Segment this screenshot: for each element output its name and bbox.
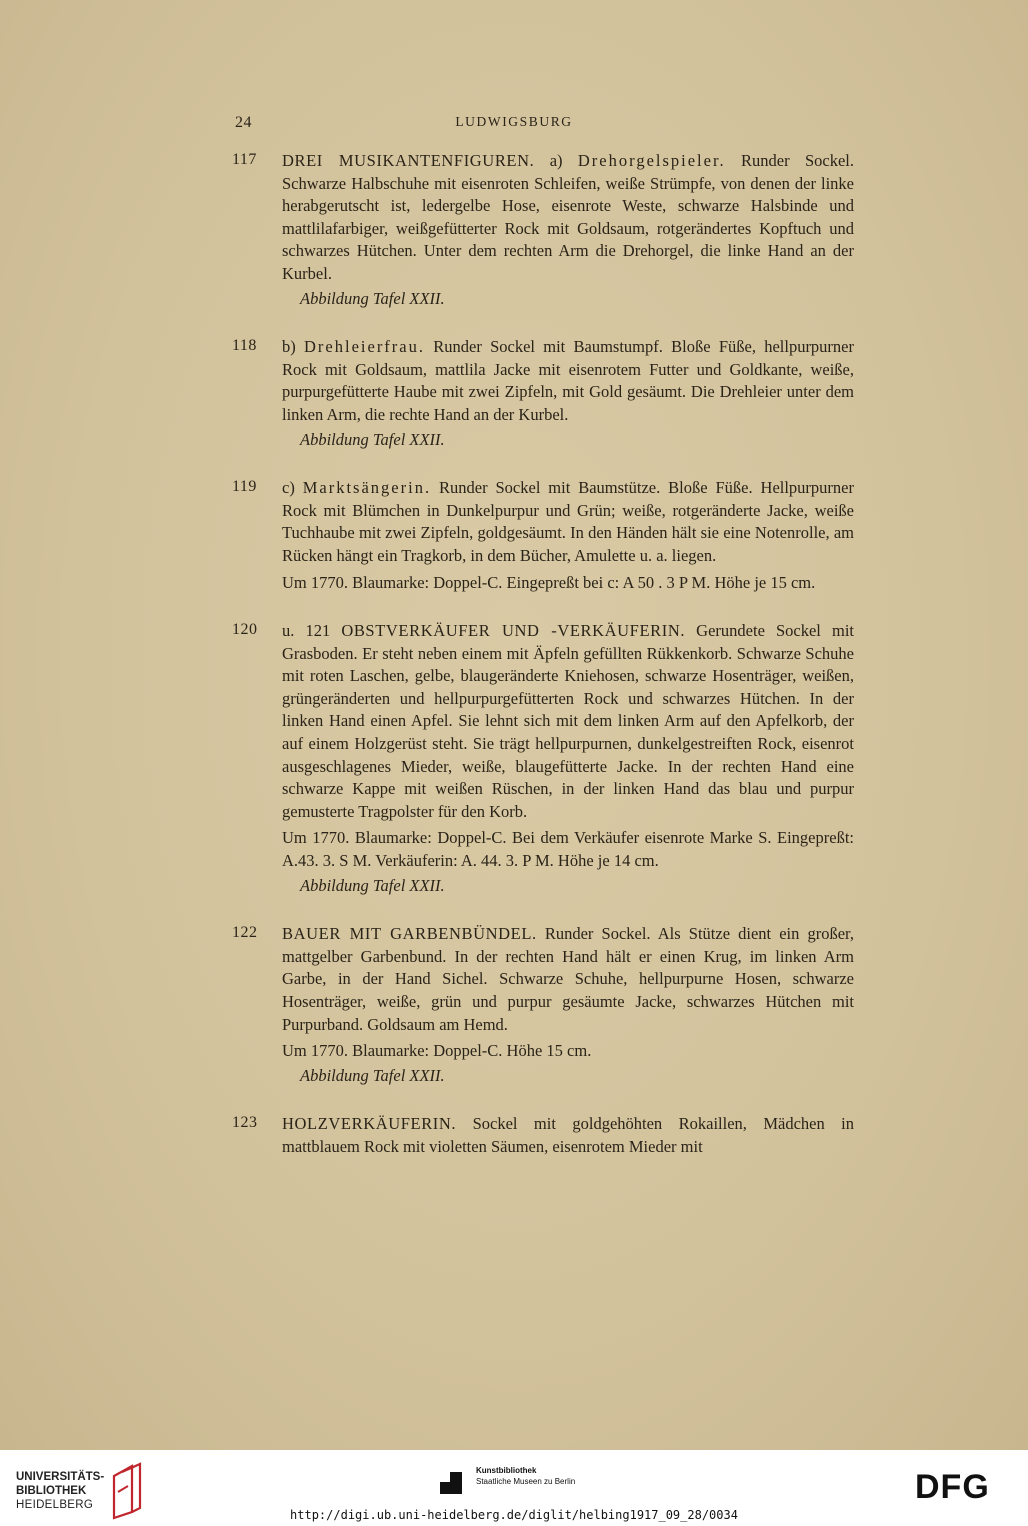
dfg-logo[interactable]: DFG [915, 1468, 990, 1506]
entry-title: HOLZVERKÄUFERIN. [282, 1114, 457, 1134]
kunstbibliothek-mark-icon [440, 1472, 462, 1494]
entry-number: 118 [232, 337, 257, 355]
plate-reference: Abbildung Tafel XXII. [300, 429, 445, 449]
entry-subletter: a) [534, 151, 578, 170]
running-title: LUDWIGSBURG [455, 114, 573, 129]
entry-body [282, 150, 854, 310]
entry-description [282, 477, 854, 567]
entry-text: Runder Sockel mit Baumstumpf. Bloße Füße, hellpurpurner Rock mit Goldsaum, mattlila Jacke mit eisenrotem Futter und Goldkante, weiße, purpurgefütterte Haube mit zwei Zipfeln, mit Gold gesäumt. Die Drehleier unter dem linken Arm, die rechte Hand an der Kurbel. [282, 337, 854, 424]
entry-text: Runder Sockel. Schwarze Halbschuhe mit eisenroten Schleifen, weiße Strümpfe, von denen der linke herabgerutscht ist, ledergelbe Hose, eisenrote Weste, schwarze Halsbinde und mattlilafarbiger, weißgefütterter Rock mit Goldsaum, rotgerändertes Kopftuch und schwarzes Hütchen. Unter dem rechten Arm die Drehorgel, die linke Hand an der Kurbel. [282, 151, 854, 283]
library-name-line: UNIVERSITÄTS- [16, 1471, 105, 1483]
entry-subletter: c) [282, 478, 303, 498]
entry-note: Um 1770. Blaumarke: Doppel-C. Höhe 15 cm. [282, 1041, 592, 1061]
library-name-line: HEIDELBERG [16, 1499, 94, 1511]
figure-name: Drehleierfrau. [304, 337, 425, 357]
entry-number: 117 [232, 151, 257, 168]
entry-text: Sockel mit goldgehöhten Rokaillen, Mädchen in mattblauem Rock mit violetten Säumen, eisenrotem Mieder mit [282, 1114, 854, 1156]
catalog-entry [0, 150, 1028, 310]
catalog-entry [0, 336, 1028, 451]
plate-reference: Abbildung Tafel XXII. [300, 1065, 445, 1085]
entry-body [282, 620, 854, 897]
catalog-entry [0, 1113, 1028, 1158]
entry-number: 122 [232, 924, 258, 942]
catalog-entry [0, 620, 1028, 897]
catalog-entry [0, 477, 1028, 594]
entry-body [282, 923, 854, 1087]
library-name-line: BIBLIOTHEK [16, 1485, 87, 1497]
plate-reference: Abbildung Tafel XXII. [300, 288, 445, 308]
entry-description [282, 336, 854, 426]
entry-subletter: b) [282, 337, 305, 357]
catalog-entries [0, 150, 1028, 1185]
entry-note: Um 1770. Blaumarke: Doppel-C. Bei dem Verkäufer eisenrote Marke S. Eingepreßt: A.43. 3. S M. Verkäuferin: A. 44. 3. P M. Höhe je 14 cm. [282, 828, 854, 871]
catalog-entry [0, 923, 1028, 1087]
figure-name: Drehorgelspieler. [577, 151, 726, 170]
entry-body [282, 336, 854, 451]
entry-subletter: u. 121 [282, 621, 342, 641]
entry-description [282, 620, 854, 823]
entry-description [282, 150, 854, 286]
kunstbibliothek-name: Kunstbibliothek [476, 1466, 537, 1475]
entry-body [282, 1113, 854, 1158]
entry-description [282, 923, 854, 1036]
page-number: 24 [235, 114, 252, 131]
entry-body [282, 477, 854, 594]
entry-text: Runder Sockel mit Baumstütze. Bloße Füße. Hellpurpurner Rock mit Blümchen in Dunkelpurpur und Grün; weiße, rotgeränderte Jacke, weiße Tuchhaube mit zwei Zipfeln, goldgesäumt. In den Händen hält sie eine Notenrolle, am Rücken hängt ein Tragkorb, in dem Bücher, Amulette u. a. liegen. [282, 478, 854, 565]
kunstbibliothek-subtitle: Staatliche Museen zu Berlin [476, 1477, 576, 1486]
entry-note: Um 1770. Blaumarke: Doppel-C. Eingepreßt bei c: A 50 . 3 P M. Höhe je 15 cm. [282, 572, 816, 592]
figure-name: Marktsängerin. [302, 478, 432, 498]
page-header [0, 114, 1028, 136]
entry-title: OBSTVERKÄUFER UND -VERKÄUFERIN. [341, 621, 686, 641]
entry-number: 123 [232, 1114, 258, 1132]
entry-number: 120 [232, 621, 258, 639]
entry-title: BAUER MIT GARBENBÜNDEL. [282, 924, 537, 944]
entry-description [282, 1113, 854, 1158]
entry-text: Runder Sockel. Als Stütze dient ein großer, mattgelber Garbenbund. In der rechten Hand hält er einen Krug, im linken Arm Garbe, in der Hand Sichel. Schwarze Schuhe, hellpurpurne Hosen, schwarze Hosenträger, weiße, grün und purpur gesäumte Jacke, schwarzes Hütchen mit Purpurband. Goldsaum am Hemd. [282, 924, 854, 1034]
permalink-url[interactable]: http://digi.ub.uni-heidelberg.de/diglit/helbing1917_09_28/0034 [290, 1508, 738, 1522]
entry-number: 119 [232, 478, 257, 496]
entry-text: Gerundete Sockel mit Grasboden. Er steht neben einem mit Äpfeln gefüllten Rükkenkorb. Schwarze Schuhe mit roten Laschen, gelbe, blaugeränderte Kniehosen, schwarze Hosenträger, weißen, grüngeränderten und hellpurpurgefütterten Rock und schwarzes Hütchen. In der linken Hand einen Apfel. Sie lehnt sich mit dem linken Arm auf den Apfelkorb, der auf einem Holzgerüst steht. Sie trägt hellpurpurnen, dunkelgestreiften Rock, eisenrot ausgeschlagenes Mieder, weiße, blaugefütterte Jacke. In der rechten Hand eine schwarze Kappe mit weißen Rüschen, in der linken Hand das blau und purpur gemusterte Tragpolster für den Korb. [282, 621, 854, 821]
university-library-name [16, 1470, 104, 1512]
entry-title: DREI MUSIKANTENFIGUREN. [282, 151, 535, 170]
plate-reference: Abbildung Tafel XXII. [300, 875, 445, 895]
viewer-footer [0, 1450, 1028, 1526]
kunstbibliothek-text [476, 1465, 575, 1487]
